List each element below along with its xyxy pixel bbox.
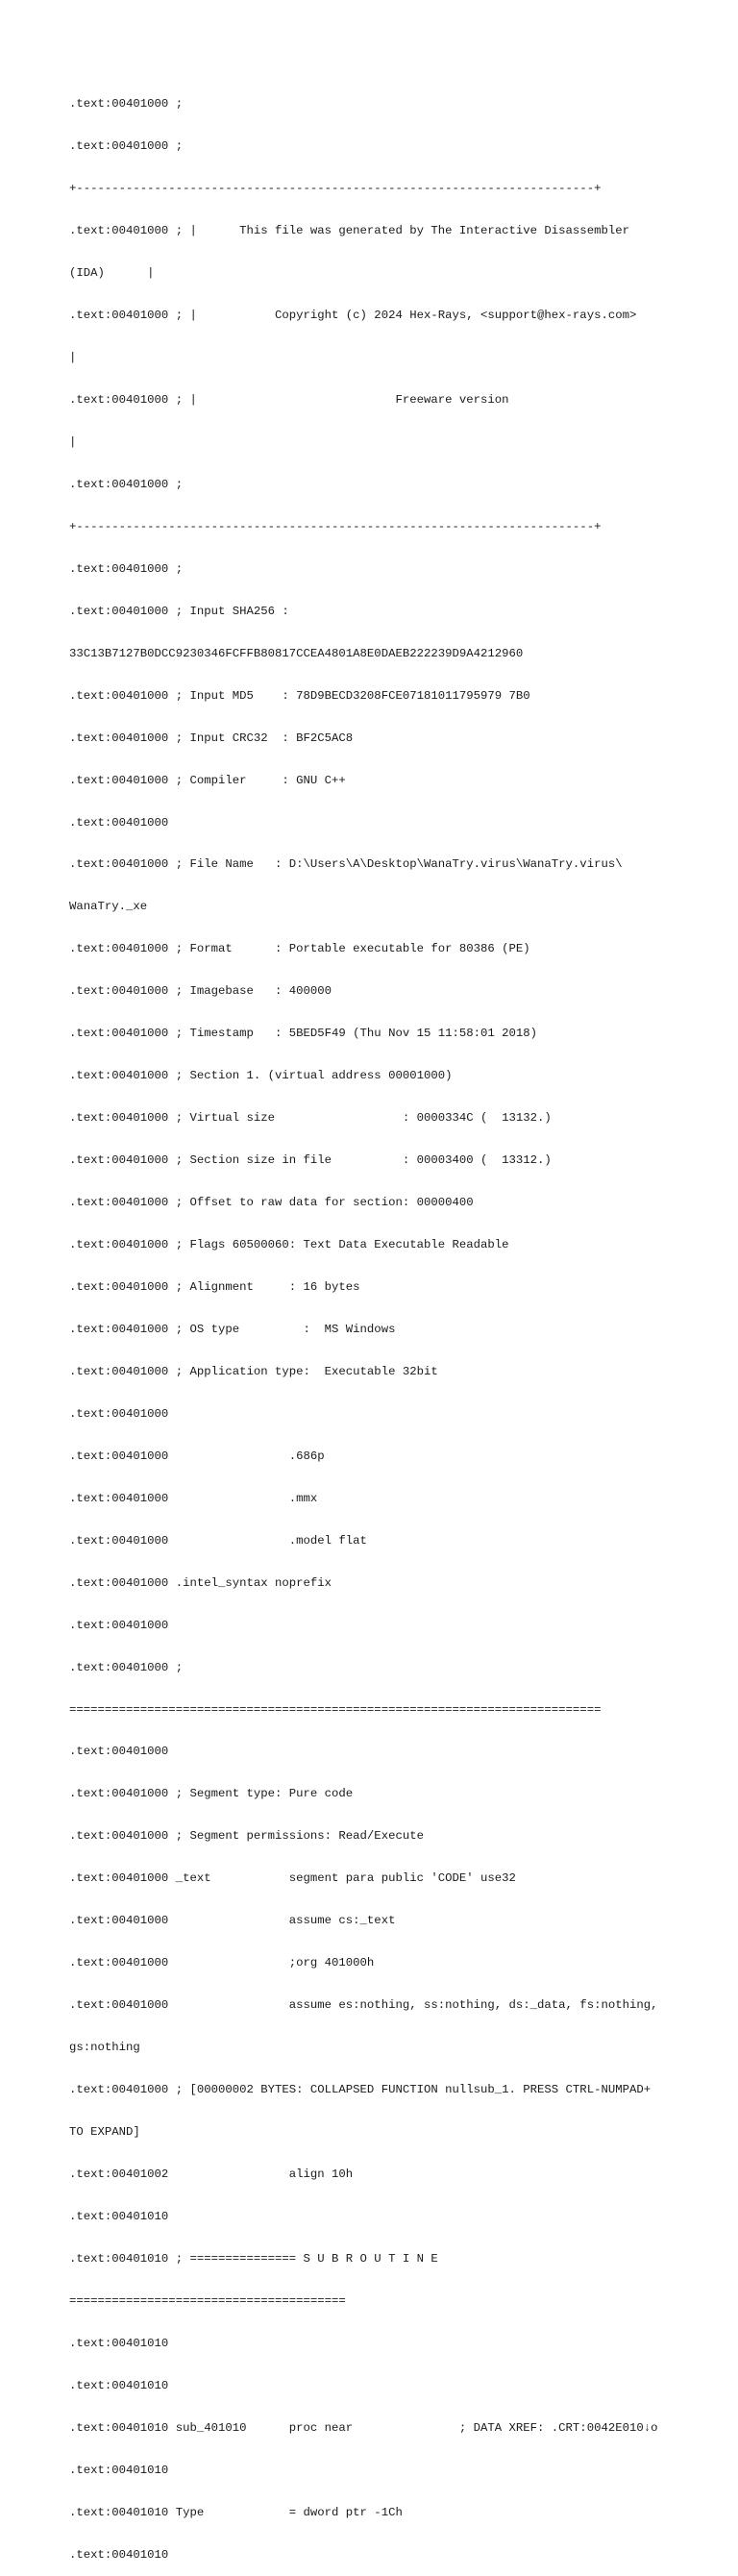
listing-header-line: .text:00401000 ; | This file was generated by The Interactive Disassembler (69, 224, 629, 238)
listing-header-line: .text:00401000 ; | Freeware version (69, 392, 509, 407)
listing-line: .text:00401000 ; Offset to raw data for section: 00000400 (69, 1196, 474, 1210)
listing-header-line: .text:00401000 ; | Copyright (c) 2024 Hex-Rays, <support@hex-rays.com> (69, 309, 637, 323)
listing-line: .text:00401000 ; Section 1. (virtual address 00001000) (69, 1069, 453, 1083)
listing-line: .text:00401000 ; Input MD5 : 78D9BECD3208FCE07181011795979 7B0 (69, 688, 530, 703)
listing-line: .text:00401000 ; (69, 561, 184, 576)
listing-line: .text:00401000 ; Timestamp : 5BED5F49 (Thu Nov 15 11:58:01 2018) (69, 1027, 538, 1041)
listing-line: .text:00401000 ; (69, 97, 184, 111)
listing-line: .text:00401000 ; Segment type: Pure code (69, 1787, 354, 1801)
listing-header-line: | (69, 434, 77, 449)
listing-border-line: +-------------------------------------------------------------------------+ (69, 519, 602, 533)
listing-header-line: (IDA) | (69, 266, 155, 281)
listing-line: .text:00401000 ; Virtual size : 0000334C ( 13132.) (69, 1111, 552, 1126)
listing-line: .text:00401010 sub_401010 proc near ; DATA XREF: .CRT:0042E010↓o (69, 2420, 658, 2435)
listing-line: .text:00401010 (69, 2463, 169, 2477)
listing-line: .text:00401000 ; Input SHA256 : (69, 604, 289, 618)
listing-line: .text:00401010 (69, 2336, 169, 2350)
listing-border-line: +-------------------------------------------------------------------------+ (69, 182, 602, 196)
disassembly-listing (69, 69, 684, 2576)
listing-line: .text:00401000 (69, 1745, 169, 1759)
listing-line: .text:00401000 ; Format : Portable executable for 80386 (PE) (69, 942, 530, 956)
listing-line: WanaTry._xe (69, 900, 148, 914)
listing-line: .text:00401000 ; [00000002 BYTES: COLLAPSED FUNCTION nullsub_1. PRESS CTRL-NUMPAD+ (69, 2083, 652, 2097)
listing-line: .text:00401000 .model flat (69, 1533, 367, 1548)
listing-line: .text:00401000 .686p (69, 1449, 325, 1463)
listing-line: .text:00401000 (69, 815, 169, 830)
listing-line: .text:00401010 (69, 2209, 169, 2223)
listing-line: .text:00401000 ; Alignment : 16 bytes (69, 1280, 360, 1294)
listing-line: .text:00401000 ; Application type: Executable 32bit (69, 1364, 438, 1378)
listing-line: .text:00401000 ; Segment permissions: Read/Execute (69, 1829, 424, 1844)
listing-line: .text:00401000 .mmx (69, 1491, 318, 1505)
listing-line: .text:00401000 ; (69, 139, 184, 154)
listing-line: .text:00401010 (69, 2378, 169, 2392)
listing-line: .text:00401000 ; Compiler : GNU C++ (69, 773, 346, 787)
listing-line: .text:00401000 ; OS type : MS Windows (69, 1322, 396, 1336)
listing-line: .text:00401000 ;org 401000h (69, 1956, 375, 1970)
listing-separator-line: =========================================================================== (69, 1702, 602, 1717)
listing-line: .text:00401000 ; (69, 1660, 184, 1674)
listing-line: .text:00401000 assume cs:_text (69, 1914, 396, 1928)
listing-line: .text:00401000 ; File Name : D:\Users\A\Desktop\WanaTry.virus\WanaTry.virus\ (69, 857, 623, 872)
listing-header-line: | (69, 351, 77, 365)
listing-separator-line: ======================================= (69, 2293, 346, 2308)
listing-line: .text:00401010 Type = dword ptr -1Ch (69, 2505, 403, 2519)
listing-line: .text:00401000 _text segment para public 'CODE' use32 (69, 1871, 516, 1886)
listing-line: TO EXPAND] (69, 2125, 140, 2140)
listing-line: .text:00401000 ; Section size in file : 00003400 ( 13312.) (69, 1153, 552, 1168)
listing-line: 33C13B7127B0DCC9230346FCFFB80817CCEA4801A8E0DAEB222239D9A4212960 (69, 646, 524, 660)
listing-line: .text:00401002 align 10h (69, 2167, 354, 2182)
listing-line: .text:00401000 ; Flags 60500060: Text Data Executable Readable (69, 1238, 509, 1252)
listing-line: .text:00401010 ; =============== S U B R O U T I N E (69, 2251, 438, 2266)
listing-line: .text:00401000 (69, 1406, 169, 1421)
listing-line: .text:00401010 (69, 2547, 169, 2562)
listing-line: .text:00401000 .intel_syntax noprefix (69, 1575, 332, 1590)
listing-line: .text:00401000 ; Input CRC32 : BF2C5AC8 (69, 731, 354, 745)
listing-line: .text:00401000 assume es:nothing, ss:nothing, ds:_data, fs:nothing, (69, 1998, 658, 2013)
listing-line: gs:nothing (69, 2041, 140, 2055)
listing-line: .text:00401000 (69, 1618, 169, 1632)
listing-line: .text:00401000 ; (69, 477, 184, 491)
listing-line: .text:00401000 ; Imagebase : 400000 (69, 984, 332, 999)
